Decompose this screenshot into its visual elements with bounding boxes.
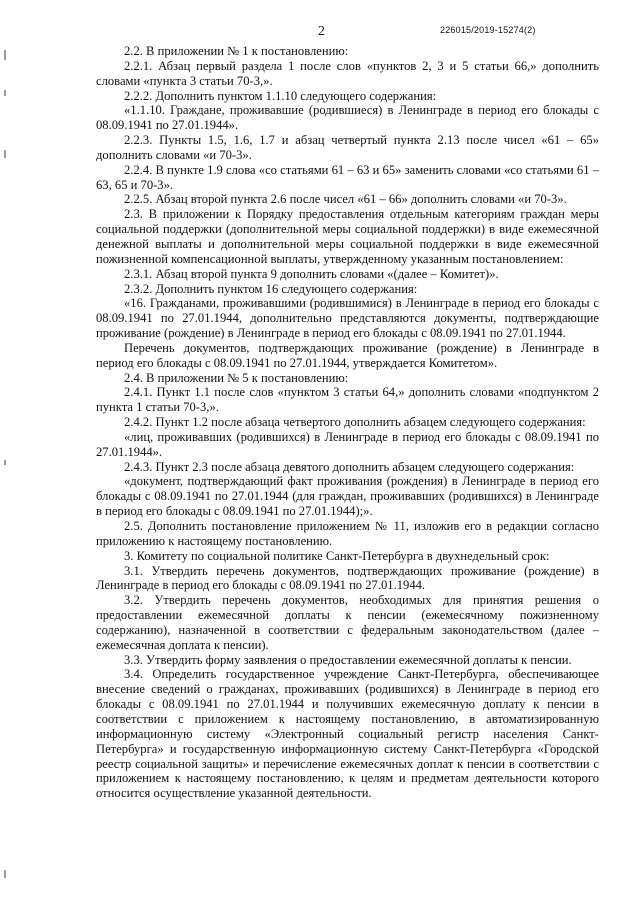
paragraph: 2.3. В приложении к Порядку предоставления отдельным категориям граждан меры социальной поддержки (дополнительной меры социальной поддержки) в виде ежемесячной денежной выплаты и дополнительной меры социальной поддержки в виде ежемесячной пожизненной компенсационной выплаты, утвержденному указанным постановлением: — [96, 207, 599, 266]
document-code: 226015/2019-15274(2) — [440, 25, 536, 35]
paragraph: 2.4.2. Пункт 1.2 после абзаца четвертого дополнить абзацем следующего содержания: — [124, 415, 586, 430]
paragraph: «16. Гражданами, проживавшими (родившимися) в Ленинграде в период его блокады с 08.09.1941 по 27.01.1944, дополнительно представляются документы, подтверждающие проживание (рождение) в Ленинграде в период его блокады с 08.09.1941 по 27.01.1944. — [96, 296, 599, 341]
paragraph: 2.4.3. Пункт 2.3 после абзаца девятого дополнить абзацем следующего содержания: — [124, 459, 575, 474]
paragraph: 2.3.2. Дополнить пунктом 16 следующего содержания: — [124, 281, 418, 296]
paragraph: 2.2. В приложении № 1 к постановлению: — [124, 44, 349, 58]
page-number: 2 — [318, 24, 325, 39]
paragraph: 3.1. Утвердить перечень документов, подтверждающих проживание (рождение) в Ленинграде в период его блокады с 08.09.1941 по 27.01.1944. — [96, 563, 599, 593]
paragraph: 2.5. Дополнить постановление приложением № 11, изложив его в редакции согласно приложению к настоящему постановлению. — [96, 519, 599, 548]
paragraph: 3.4. Определить государственное учреждение Санкт-Петербурга, обеспечивающее внесение сведений о гражданах, проживавших (родившихся) в Ленинграде в период его блокады с 08.09.1941 по 27.01.1944 и получивших ежемесячную доплату к пенсии в соответствии с приложением к настоящему постановлению, в автоматизированную информационную систему «Электронный социальный регистр населения Санкт-Петербурга» и государственную информационную систему Санкт-Петербурга «Городской реестр социальной защиты» и перечисление ежемесячных доплат к пенсии в соответствии с приложением к настоящему постановлению, к целям и предметам деятельности которого относится осуществление указанной деятельности. — [96, 667, 599, 801]
paragraph: 2.4.1. Пункт 1.1 после слов «пунктом 3 статьи 64,» дополнить словами «подпунктом 2 пункта 1 статьи 70-3,». — [96, 385, 599, 415]
paragraph: Перечень документов, подтверждающих проживание (рождение) в Ленинграде в период его блокады с 08.09.1941 по 27.01.1944, утверждается Комитетом». — [96, 340, 599, 370]
paragraph: 2.3.1. Абзац второй пункта 9 дополнить словами «(далее – Комитет)». — [124, 266, 499, 281]
paragraph: 2.2.5. Абзац второй пункта 2.6 после чисел «61 – 66» дополнить словами «и 70-3». — [124, 192, 567, 207]
paragraph: 2.2.2. Дополнить пунктом 1.1.10 следующего содержания: — [124, 88, 437, 103]
paragraph: 3.2. Утвердить перечень документов, необходимых для принятия решения о предоставлении ежемесячной доплаты к пенсии (ежемесячному пожизненному содержанию), назначенной в соответствии с федеральным законодательством (далее – ежемесячная доплата к пенсии). — [96, 593, 599, 652]
paragraph: 3. Комитету по социальной политике Санкт-Петербурга в двухнедельный срок: — [124, 548, 550, 563]
paragraph: 2.2.3. Пункты 1.5, 1.6, 1.7 и абзац четвертый пункта 2.13 после чисел «61 – 65» дополнить словами «и 70-3». — [96, 133, 599, 162]
paragraph: 3.3. Утвердить форму заявления о предоставлении ежемесячной доплаты к пенсии. — [124, 652, 572, 667]
paragraph: 2.2.4. В пункте 1.9 слова «со статьями 61 – 63 и 65» заменить словами «со статьями 61 – 63, 65 и 70-3». — [96, 162, 599, 192]
scan-edge-marks — [4, 30, 12, 880]
document-body — [96, 44, 599, 801]
paragraph: «1.1.10. Граждане, проживавшие (родившиеся) в Ленинграде в период его блокады с 08.09.1941 по 27.01.1944». — [96, 103, 599, 133]
paragraph: «лиц, проживавших (родившихся) в Ленинграде в период его блокады с 08.09.1941 по 27.01.1944». — [96, 429, 599, 459]
paragraph: «документ, подтверждающий факт проживания (рождения) в Ленинграде в период его блокады с 08.09.1941 по 27.01.1944 (для граждан, проживавших (родившихся) в Ленинграде в период его блокады с 08.09.1941 по 27.01.1944);». — [96, 474, 599, 519]
paragraph: 2.2.1. Абзац первый раздела 1 после слов «пунктов 2, 3 и 5 статьи 66,» дополнить словами «пункта 3 статьи 70-3,». — [96, 58, 599, 88]
paragraph: 2.4. В приложении № 5 к постановлению: — [124, 370, 349, 385]
